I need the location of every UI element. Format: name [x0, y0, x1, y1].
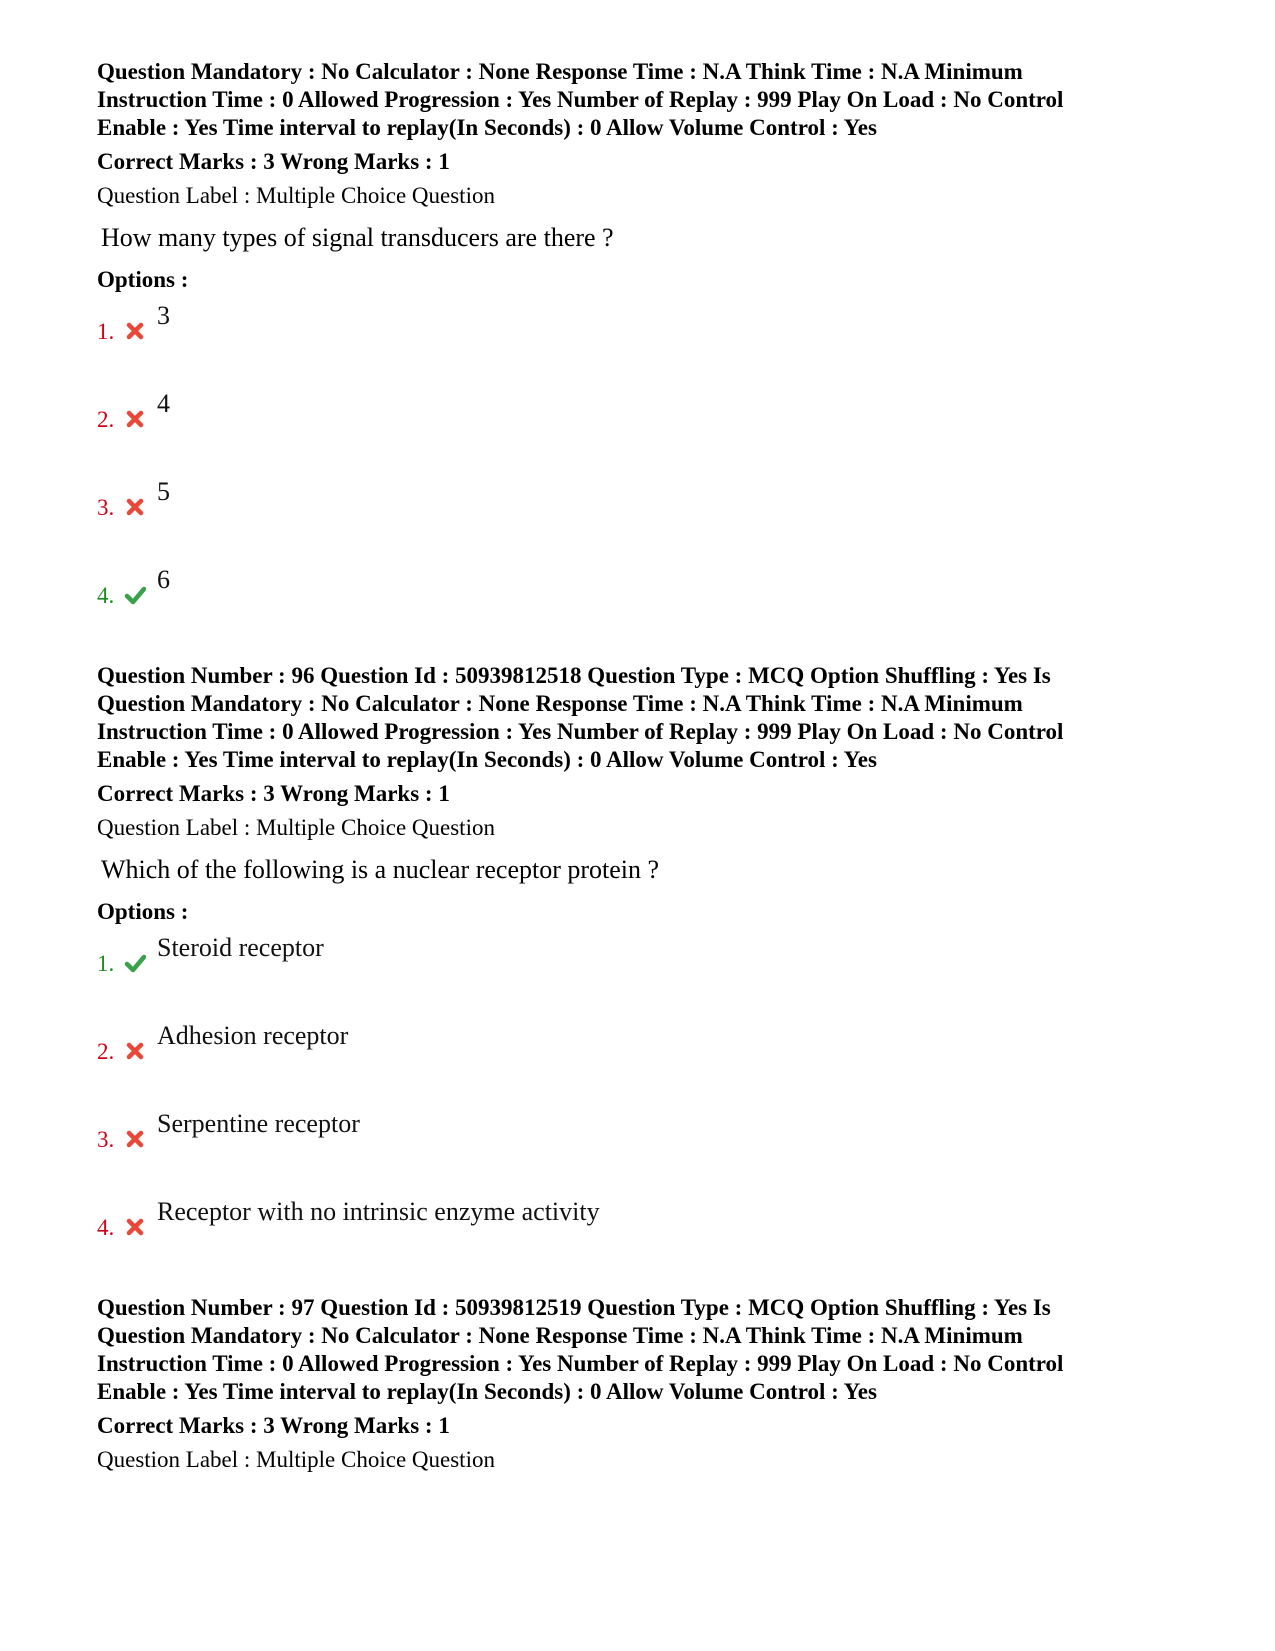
question-meta-line: Question Number : 97 Question Id : 50939812519 Question Type : MCQ Option Shuffling : Yes Is: [97, 1295, 1051, 1320]
option-text: 6: [157, 565, 170, 594]
cross-icon: [124, 1040, 146, 1062]
document-page: [97, 58, 1197, 1474]
marks-line: Correct Marks : 3 Wrong Marks : 1: [97, 1413, 450, 1438]
option-item: [97, 382, 1197, 470]
question-meta-line: Question Mandatory : No Calculator : None Response Time : N.A Think Time : N.A Minimum: [97, 59, 1023, 84]
option-text: Receptor with no intrinsic enzyme activity: [157, 1197, 600, 1226]
cross-icon: [124, 408, 146, 430]
option-item: [97, 1102, 1197, 1190]
question-meta-line: Instruction Time : 0 Allowed Progression : Yes Number of Replay : 999 Play On Load : No Control: [97, 1351, 1064, 1376]
option-text: Steroid receptor: [157, 933, 324, 962]
question-meta-line: Instruction Time : 0 Allowed Progression : Yes Number of Replay : 999 Play On Load : No Control: [97, 719, 1064, 744]
question-meta-line: Enable : Yes Time interval to replay(In Seconds) : 0 Allow Volume Control : Yes: [97, 115, 877, 140]
options-heading: Options :: [97, 899, 189, 924]
question-text: How many types of signal transducers are there ?: [101, 223, 614, 252]
option-number: 3.: [97, 495, 115, 520]
cross-icon: [124, 1128, 146, 1150]
option-item: [97, 294, 1197, 382]
options-list: [97, 926, 1197, 1278]
question-label: Question Label : Multiple Choice Question: [97, 183, 495, 208]
option-number: 2.: [97, 1039, 115, 1064]
option-item: [97, 470, 1197, 558]
option-text: Serpentine receptor: [157, 1109, 360, 1138]
option-item: [97, 1190, 1197, 1278]
question-meta-line: Question Mandatory : No Calculator : None Response Time : N.A Think Time : N.A Minimum: [97, 691, 1023, 716]
option-text: 5: [157, 477, 170, 506]
option-number: 1.: [97, 319, 115, 344]
question-meta-line: Question Mandatory : No Calculator : None Response Time : N.A Think Time : N.A Minimum: [97, 1323, 1023, 1348]
marks-line: Correct Marks : 3 Wrong Marks : 1: [97, 781, 450, 806]
option-number: 4.: [97, 583, 115, 608]
cross-icon: [124, 1216, 146, 1238]
question-text: Which of the following is a nuclear receptor protein ?: [101, 855, 660, 884]
marks-line: Correct Marks : 3 Wrong Marks : 1: [97, 149, 450, 174]
question-block-97: [97, 1294, 1197, 1474]
option-item: [97, 558, 1197, 646]
question-meta-line: Question Number : 96 Question Id : 50939812518 Question Type : MCQ Option Shuffling : Yes Is: [97, 663, 1051, 688]
option-text: 3: [157, 301, 170, 330]
question-block-96: [97, 662, 1197, 1278]
question-label: Question Label : Multiple Choice Question: [97, 815, 495, 840]
option-text: Adhesion receptor: [157, 1021, 349, 1050]
question-meta-line: Enable : Yes Time interval to replay(In Seconds) : 0 Allow Volume Control : Yes: [97, 747, 877, 772]
option-number: 4.: [97, 1215, 115, 1240]
question-meta-line: Enable : Yes Time interval to replay(In Seconds) : 0 Allow Volume Control : Yes: [97, 1379, 877, 1404]
question-meta-line: Instruction Time : 0 Allowed Progression : Yes Number of Replay : 999 Play On Load : No Control: [97, 87, 1064, 112]
option-number: 3.: [97, 1127, 115, 1152]
option-item: [97, 926, 1197, 1014]
cross-icon: [124, 496, 146, 518]
cross-icon: [124, 320, 146, 342]
option-number: 2.: [97, 407, 115, 432]
option-item: [97, 1014, 1197, 1102]
options-list: [97, 294, 1197, 646]
check-icon: [124, 952, 146, 974]
option-text: 4: [157, 389, 170, 418]
question-block-95: [97, 58, 1197, 646]
question-label: Question Label : Multiple Choice Question: [97, 1447, 495, 1472]
option-number: 1.: [97, 951, 115, 976]
check-icon: [124, 584, 146, 606]
options-heading: Options :: [97, 267, 189, 292]
